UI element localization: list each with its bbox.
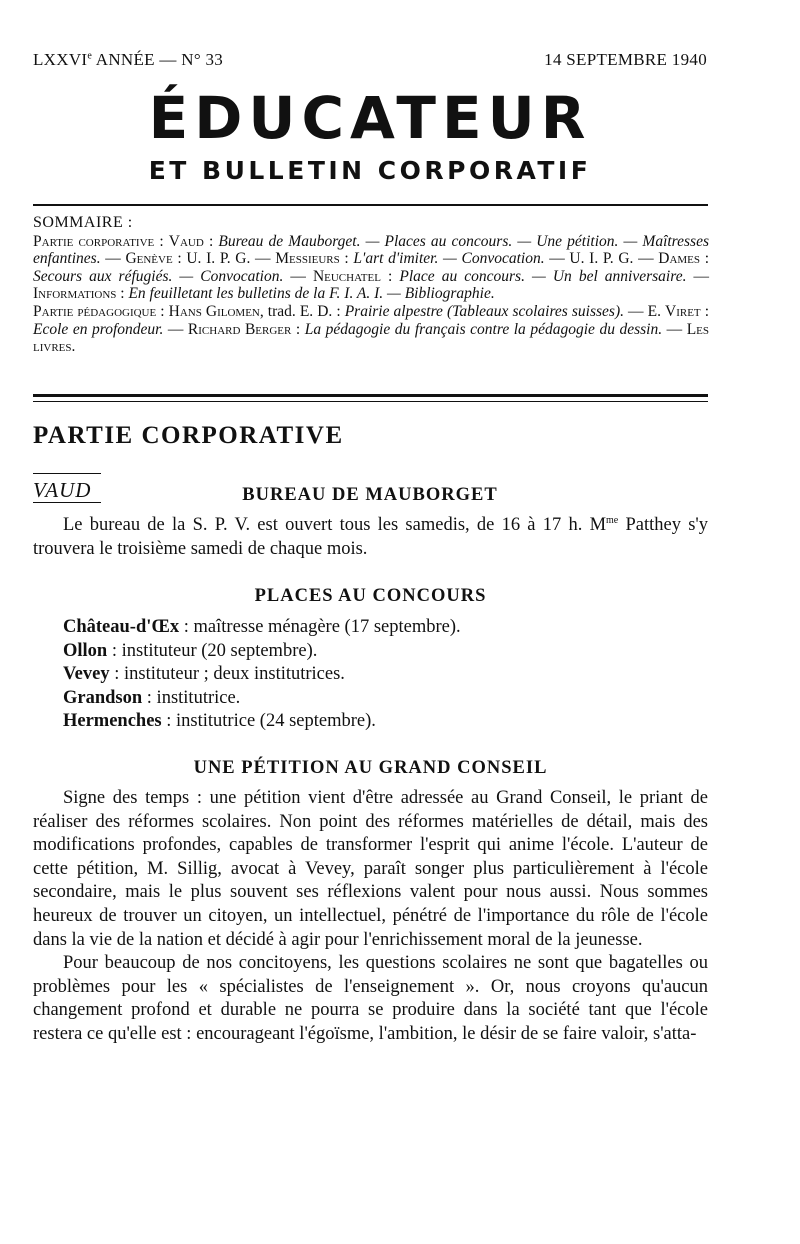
toc-pedagogique: Partie pédagogique : Hans Gilomen, trad. E. D. : Prairie alpestre (Tableaux scolaires suisses). — E. Viret : Ecole en profondeur. — Richard Berger : La pédagogie du français contre la pédagogie du dessin. — Les livres. [33, 302, 710, 356]
table-of-contents [33, 214, 709, 356]
issue-header [33, 50, 707, 74]
list-item: Grandson : institutrice. [63, 687, 241, 708]
list-item: Hermenches : institutrice (24 septembre). [63, 711, 376, 732]
divider-thick [33, 394, 708, 397]
article-body-bureau: Le bureau de la S. P. V. est ouvert tous les samedis, de 16 à 17 h. $M^{me}$ Patthey s'y trouvera le troisième samedi de chaque mois. [33, 514, 708, 559]
canton-underline [33, 502, 101, 503]
list-item: Vevey : instituteur ; deux institutrices. [63, 664, 345, 685]
list-item: Ollon : instituteur (20 septembre). [63, 640, 318, 661]
toc-corporative: Partie corporative : Vaud : Bureau de Mauborget. — Places au concours. — Une pétition. — Maîtresses enfantines. — Genève : U. I. P. G. — Messieurs : L'art d'imiter. — Convocation. — U. I. P. G. — Dames : Secours aux réfugiés. — Convocation. — Neuchatel : Place au concours. — Un bel anniversaire. — Informations : En feuilletant les bulletins de la F. I. A. I. — Bibliographie. [33, 232, 710, 303]
canton-overline [33, 473, 101, 474]
toc-heading: SOMMAIRE : [33, 214, 133, 231]
paragraph: Pour beaucoup de nos concitoyens, les questions scolaires ne sont que bagatelles ou problèmes pour les « spécialistes de l'enseignement ». Or, nous croyons qu'aucun changement profond et durable ne pourra se produire dans la société tant que l'école restera ce qu'elle est : encourageant l'égoïsme, l'ambition, le désir de se faire valoir, s'atta- [33, 953, 708, 1044]
divider [33, 204, 708, 206]
article-heading-bureau: BUREAU DE MAUBORGET [242, 485, 498, 505]
issue-date: 14 SEPTEMBRE 1940 [544, 50, 707, 69]
canton-label: VAUD [33, 478, 92, 502]
article-body-petition [33, 787, 708, 1047]
divider-thin [33, 401, 708, 402]
masthead-title: ÉDUCATEUR [148, 84, 592, 152]
article-heading-places: PLACES AU CONCOURS [254, 586, 487, 606]
masthead-subtitle: ET BULLETIN CORPORATIF [148, 156, 592, 185]
section-title: PARTIE CORPORATIVE [33, 422, 344, 449]
list-item: Château-d'Œx : maîtresse ménagère (17 septembre). [63, 617, 461, 637]
paragraph: Signe des temps : une pétition vient d'être adressée au Grand Conseil, le priant de réaliser des réformes scolaires. Non point des réformes matérielles de détail, mais des modifications profondes, capables de transformer l'esprit qui anime l'école. L'auteur de cette pétition, M. Sillig, avocat à Vevey, paraît songer plus particulièrement à l'école secondaire, mais le plus souvent ses réflexions valent pour nous aussi. Nous sommes heureux de trouver un citoyen, un intellectuel, pénétré de l'importance du rôle de l'école dans la vie de la nation et décidé à agir pour l'enrichissement moral de la jeunesse. [33, 788, 708, 950]
article-heading-petition: UNE PÉTITION AU GRAND CONSEIL [193, 758, 548, 778]
issue-volume: LXXVIe ANNÉE — N° 33 [33, 50, 224, 69]
places-list [63, 616, 461, 734]
